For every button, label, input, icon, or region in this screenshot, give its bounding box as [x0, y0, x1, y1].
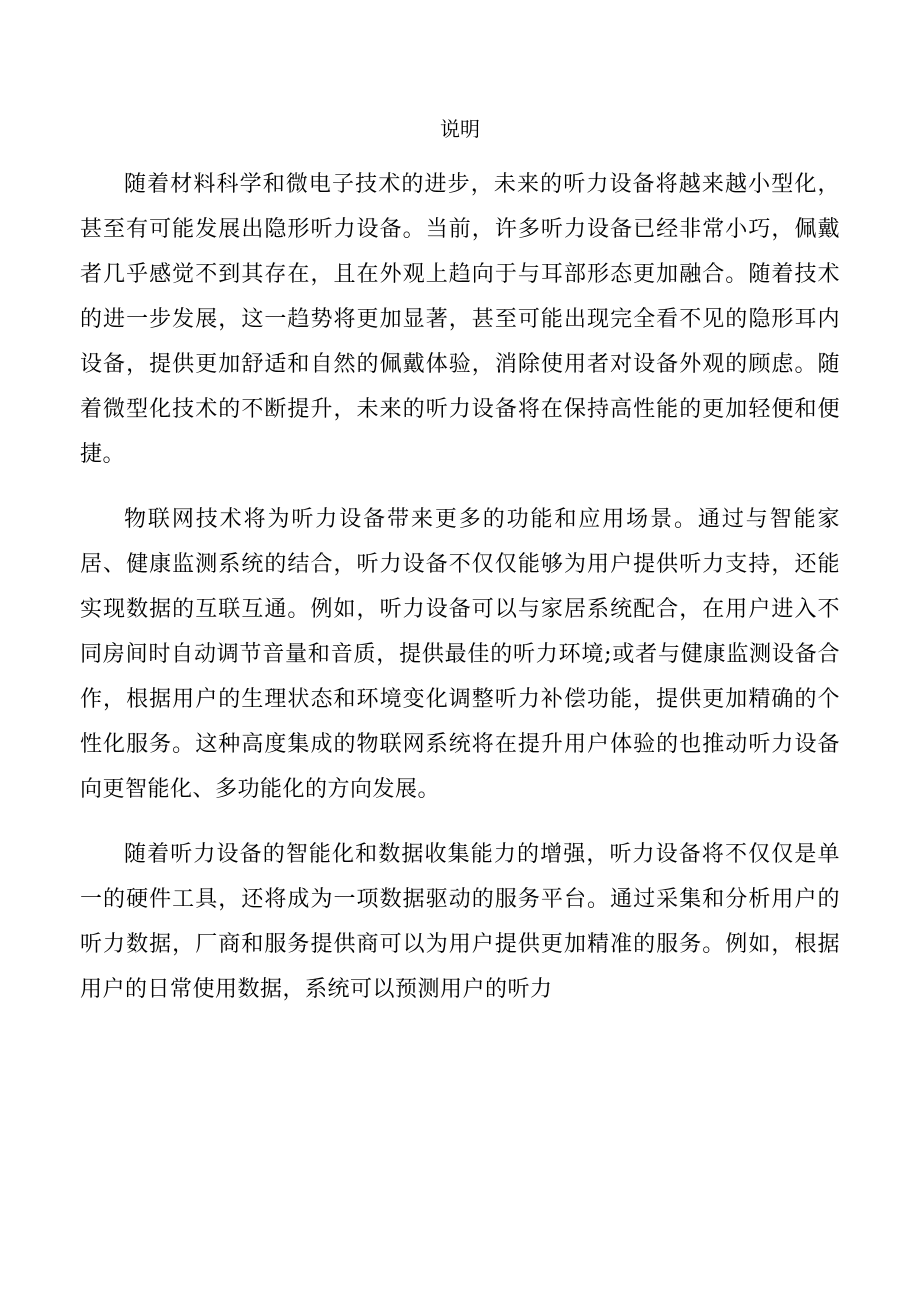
document-title: 说明 — [440, 117, 480, 141]
paragraph-miniaturization: 随着材料科学和微电子技术的进步，未来的听力设备将越来越小型化，甚至有可能发展出隐形听力设备。当前，许多听力设备已经非常小巧，佩戴者几乎感觉不到其存在，且在外观上趋向于与耳部形态更加融合。随着技术的进一步发展，这一趋势将更加显著，甚至可能出现完全看不见的隐形耳内设备，提供更加舒适和自然的佩戴体验，消除使用者对设备外观的顾虑。随着微型化技术的不断提升，未来的听力设备将在保持高性能的更加轻便和便捷。 — [80, 172, 840, 467]
paragraph-data-services: 随着听力设备的智能化和数据收集能力的增强，听力设备将不仅仅是单一的硬件工具，还将成为一项数据驱动的服务平台。通过采集和分析用户的听力数据，厂商和服务提供商可以为用户提供更加精准的服务。例如，根据用户的日常使用数据，系统可以预测用户的听力 — [80, 842, 840, 1002]
paragraph-iot: 物联网技术将为听力设备带来更多的功能和应用场景。通过与智能家居、健康监测系统的结合，听力设备不仅仅能够为用户提供听力支持，还能实现数据的互联互通。例如，听力设备可以与家居系统配合，在用户进入不同房间时自动调节音量和音质，提供最佳的听力环境;或者与健康监测设备合作，根据用户的生理状态和环境变化调整听力补偿功能，提供更加精确的个性化服务。这种高度集成的物联网系统将在提升用户体验的也推动听力设备向更智能化、多功能化的方向发展。 — [80, 507, 840, 802]
document-body — [80, 162, 840, 1032]
